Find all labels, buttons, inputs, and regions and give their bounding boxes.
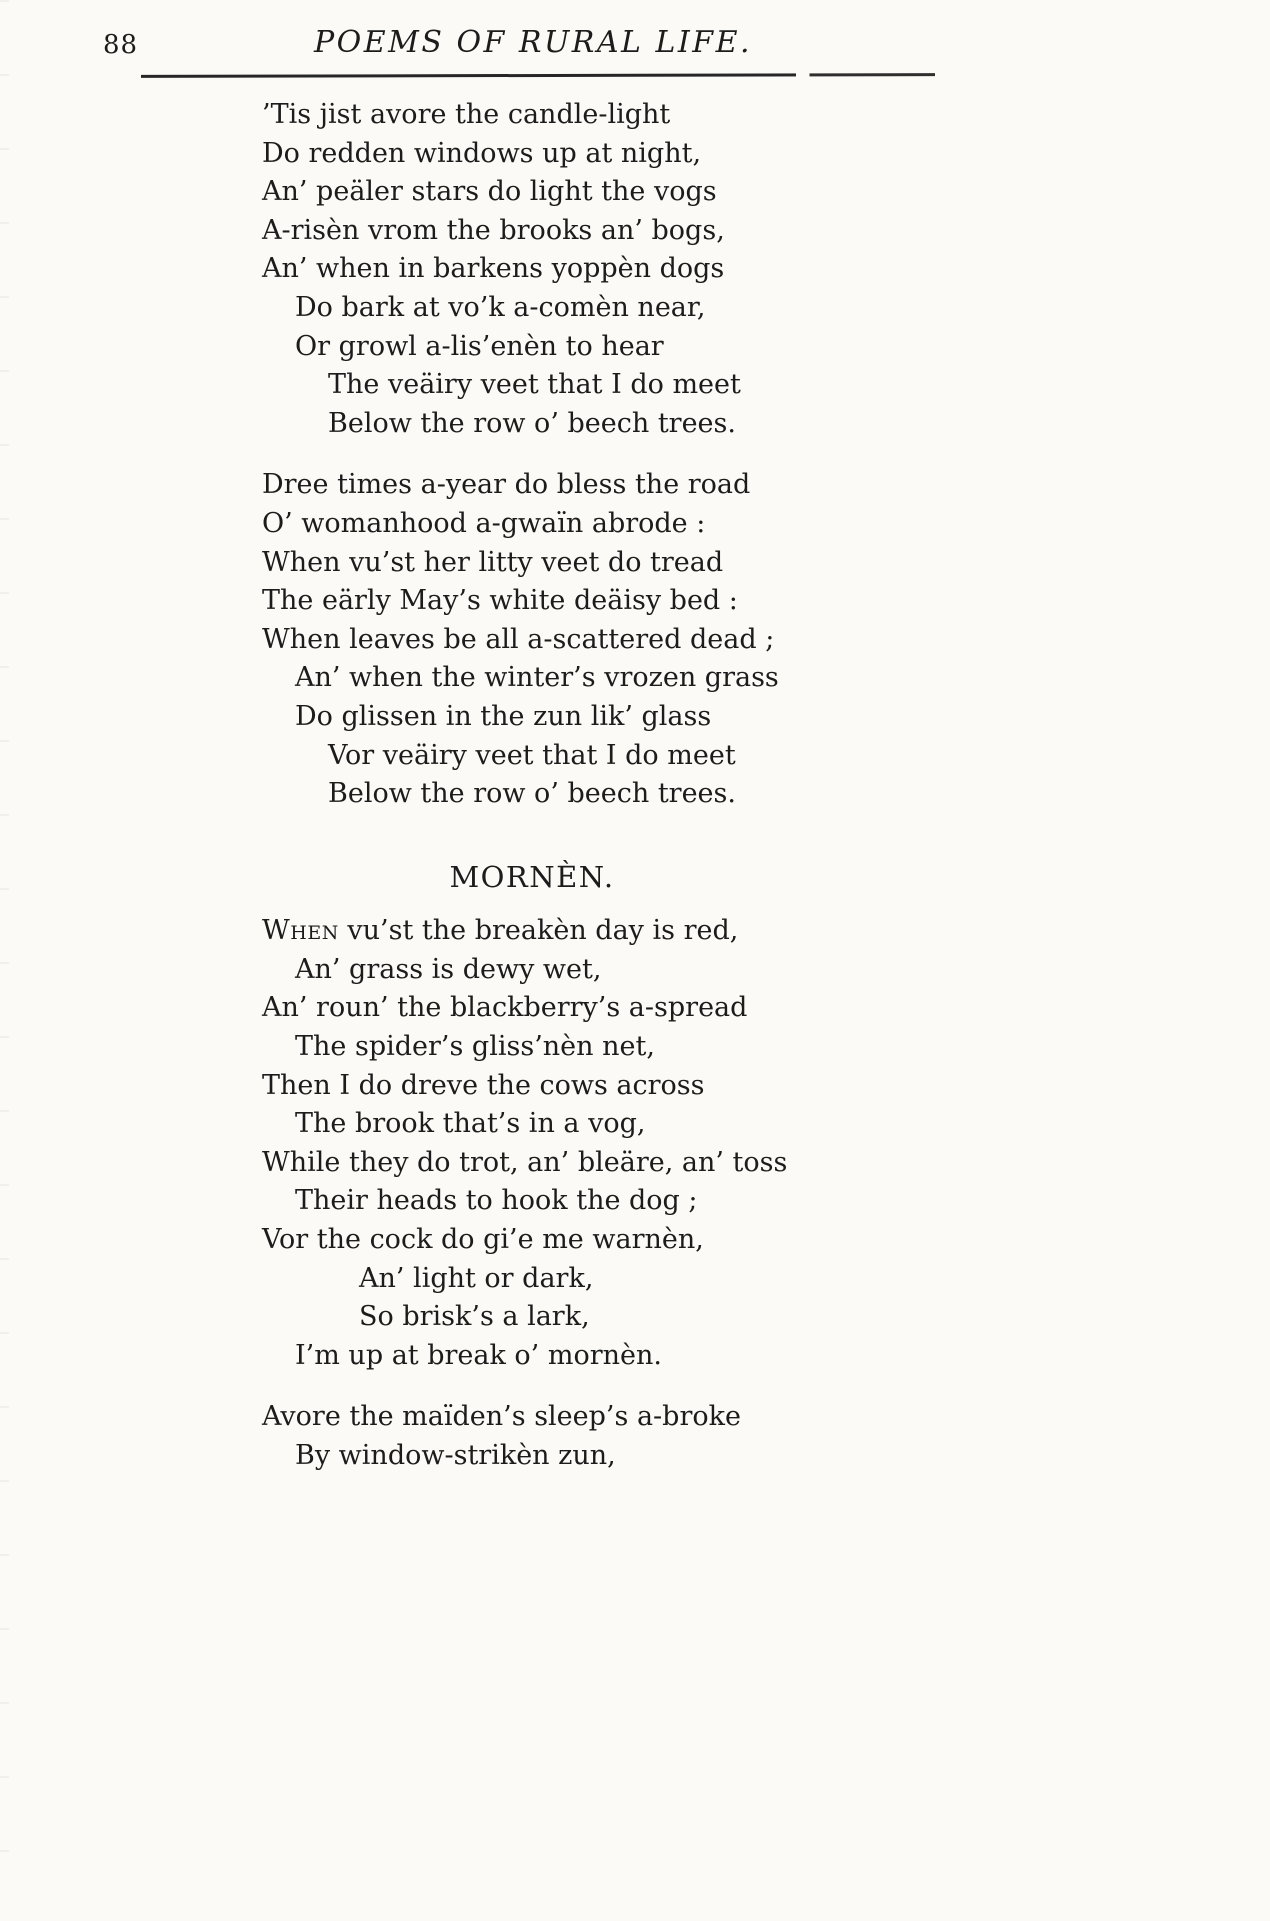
poem-line: Do bark at vo’k a-comèn near, [295,291,706,323]
poem-line: Vor the cock do gi’e me warnèn, [262,1224,704,1256]
poem-line: ’Tis jist avore the candle-light [262,99,671,130]
poem-line: An’ peäler stars do light the vogs [262,176,717,208]
poem-line: The brook that’s in a vog, [295,1108,646,1140]
poem-line: An’ when in barkens yoppèn dogs [262,253,725,285]
poem-line: When leaves be all a-scattered dead ; [262,623,775,655]
poem-line: An’ roun’ the blackberry’s a-spread [262,992,748,1024]
poem-line: The spider’s gliss’nèn net, [295,1031,655,1063]
poem-line: I’m up at break o’ mornèn. [295,1339,662,1371]
poem-line: Do redden windows up at night, [262,137,702,169]
scan-edge-artifact [0,0,9,1921]
poem-line: When vu’st the breakèn day is red, [262,915,739,947]
poem-line: Or growl a-lis’enèn to hear [295,330,664,362]
poem-line: While they do trot, an’ bleäre, an’ toss [262,1146,788,1178]
poem-line: A-risèn vrom the brooks an’ bogs, [262,214,725,246]
poem-body [262,96,802,1499]
page-number: 88 [103,30,139,60]
poem-line: Do glissen in the zun lik’ glass [295,700,712,732]
poem-line: When vu’st her litty veet do tread [262,546,724,578]
poem-line: So brisk’s a lark, [359,1301,590,1333]
poem-line: An’ light or dark, [359,1262,594,1294]
poem-line: Below the row o’ beech trees. [328,407,736,439]
header-rule [141,73,935,78]
poem-line: Avore the maïden’s sleep’s a-broke [262,1401,741,1433]
poem-line: The eärly May’s white deäisy bed : [262,585,738,617]
running-title: POEMS OF RURAL LIFE. [313,25,753,60]
poem-line: Then I do dreve the cows across [262,1069,705,1101]
poem-line: Dree times a-year do bless the road [262,469,751,501]
poem-line: By window-strikèn zun, [295,1440,616,1471]
stanza [262,1398,802,1475]
poem-line: An’ when the winter’s vrozen grass [295,662,779,694]
stanza [262,912,802,1375]
poem-line: Below the row o’ beech trees. [328,778,736,810]
poem-section-heading: MORNÈN. [449,859,615,894]
poem-line: An’ grass is dewy wet, [295,953,602,985]
stanza [262,466,802,813]
small-caps-word: When [262,915,339,947]
stanza [262,96,802,443]
poem-line: Vor veäiry veet that I do meet [328,739,736,771]
poem-line: O’ womanhood a-gwaïn abrode : [262,507,706,539]
poem-line: The veäiry veet that I do meet [328,369,741,401]
poem-line: Their heads to hook the dog ; [295,1185,698,1217]
